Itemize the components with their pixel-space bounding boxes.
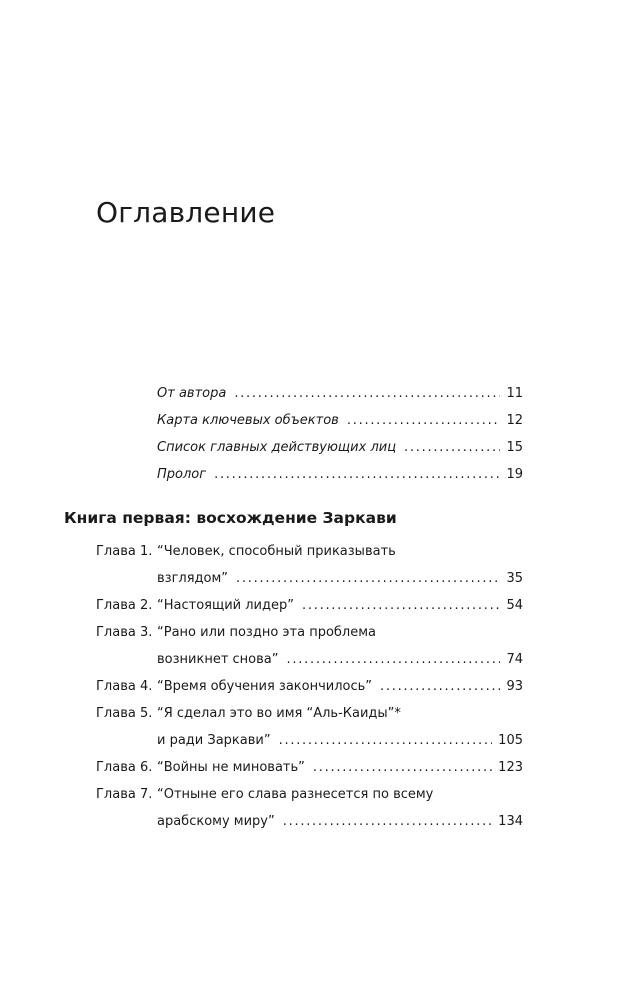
chapter-title-text: “Время обучения закончилось” — [157, 679, 373, 694]
chapter-title-final-line — [157, 673, 523, 700]
chapter-entry-7[interactable] — [96, 781, 523, 835]
chapter-title-text: возникнет снова” — [157, 652, 279, 667]
toc-entry-from-author[interactable] — [157, 380, 523, 407]
chapter-entry-2[interactable] — [96, 592, 523, 619]
chapter-label: Глава 7. — [96, 787, 153, 802]
chapter-entry-1[interactable] — [96, 538, 523, 592]
chapter-body — [157, 673, 523, 700]
chapter-title-line: “Рано или поздно эта проблема — [157, 625, 377, 640]
chapter-body — [157, 538, 523, 592]
chapter-page: 35 — [506, 571, 523, 586]
chapter-entry-6[interactable] — [96, 754, 523, 781]
chapter-label: Глава 1. — [96, 544, 153, 559]
dot-leader — [279, 727, 493, 754]
chapter-body — [157, 700, 523, 754]
chapter-page: 54 — [506, 598, 523, 613]
chapter-title-final-line — [157, 565, 523, 592]
dot-leader — [313, 754, 492, 781]
toc-entry-page: 12 — [506, 413, 523, 428]
chapter-page: 105 — [498, 733, 523, 748]
book-one-heading: Книга первая: восхождение Заркави — [64, 509, 397, 527]
toc-entry-title: Пролог — [157, 467, 207, 482]
chapter-title-final-line — [157, 646, 523, 673]
chapter-entry-5[interactable] — [96, 700, 523, 754]
chapter-title-line: “Отныне его слава разнесется по всему — [157, 787, 434, 802]
toc-entry-title: От автора — [157, 386, 227, 401]
chapter-body — [157, 754, 523, 781]
chapter-title-line: “Человек, способный приказывать — [157, 544, 396, 559]
dot-leader — [234, 380, 500, 407]
dot-leader — [347, 407, 501, 434]
toc-entry-map[interactable] — [157, 407, 523, 434]
chapter-title-text: “Войны не миновать” — [157, 760, 305, 775]
dot-leader — [302, 592, 500, 619]
chapter-body — [157, 619, 523, 673]
dot-leader — [380, 673, 500, 700]
chapter-list — [96, 538, 523, 835]
chapter-title-text: взглядом” — [157, 571, 229, 586]
chapter-label: Глава 5. — [96, 706, 153, 721]
chapter-title-line: “Я сделал это во имя “Аль-Каиды”* — [157, 706, 401, 721]
chapter-title-text: арабскому миру” — [157, 814, 275, 829]
chapter-label: Глава 6. — [96, 760, 153, 775]
chapter-title-text: и ради Заркави” — [157, 733, 271, 748]
chapter-page: 74 — [506, 652, 523, 667]
dot-leader — [214, 461, 500, 488]
chapter-entry-4[interactable] — [96, 673, 523, 700]
chapter-title-final-line — [157, 727, 523, 754]
toc-entry-page: 19 — [506, 467, 523, 482]
chapter-title-final-line — [157, 592, 523, 619]
chapter-title-text: “Настоящий лидер” — [157, 598, 294, 613]
chapter-page: 93 — [506, 679, 523, 694]
chapter-label: Глава 4. — [96, 679, 153, 694]
chapter-body — [157, 781, 523, 835]
toc-entry-title: Карта ключевых объектов — [157, 413, 339, 428]
chapter-label: Глава 2. — [96, 598, 153, 613]
page-title: Оглавление — [96, 196, 276, 229]
toc-entry-characters[interactable] — [157, 434, 523, 461]
dot-leader — [283, 808, 492, 835]
chapter-body — [157, 592, 523, 619]
dot-leader — [404, 434, 500, 461]
chapter-page: 123 — [498, 760, 523, 775]
dot-leader — [236, 565, 500, 592]
chapter-label: Глава 3. — [96, 625, 153, 640]
chapter-page: 134 — [498, 814, 523, 829]
chapter-title-final-line — [157, 808, 523, 835]
chapter-title-final-line — [157, 754, 523, 781]
chapter-entry-3[interactable] — [96, 619, 523, 673]
front-matter-list — [157, 380, 523, 488]
toc-entry-prologue[interactable] — [157, 461, 523, 488]
toc-entry-page: 11 — [506, 386, 523, 401]
toc-entry-page: 15 — [506, 440, 523, 455]
toc-entry-title: Список главных действующих лиц — [157, 440, 397, 455]
dot-leader — [287, 646, 501, 673]
